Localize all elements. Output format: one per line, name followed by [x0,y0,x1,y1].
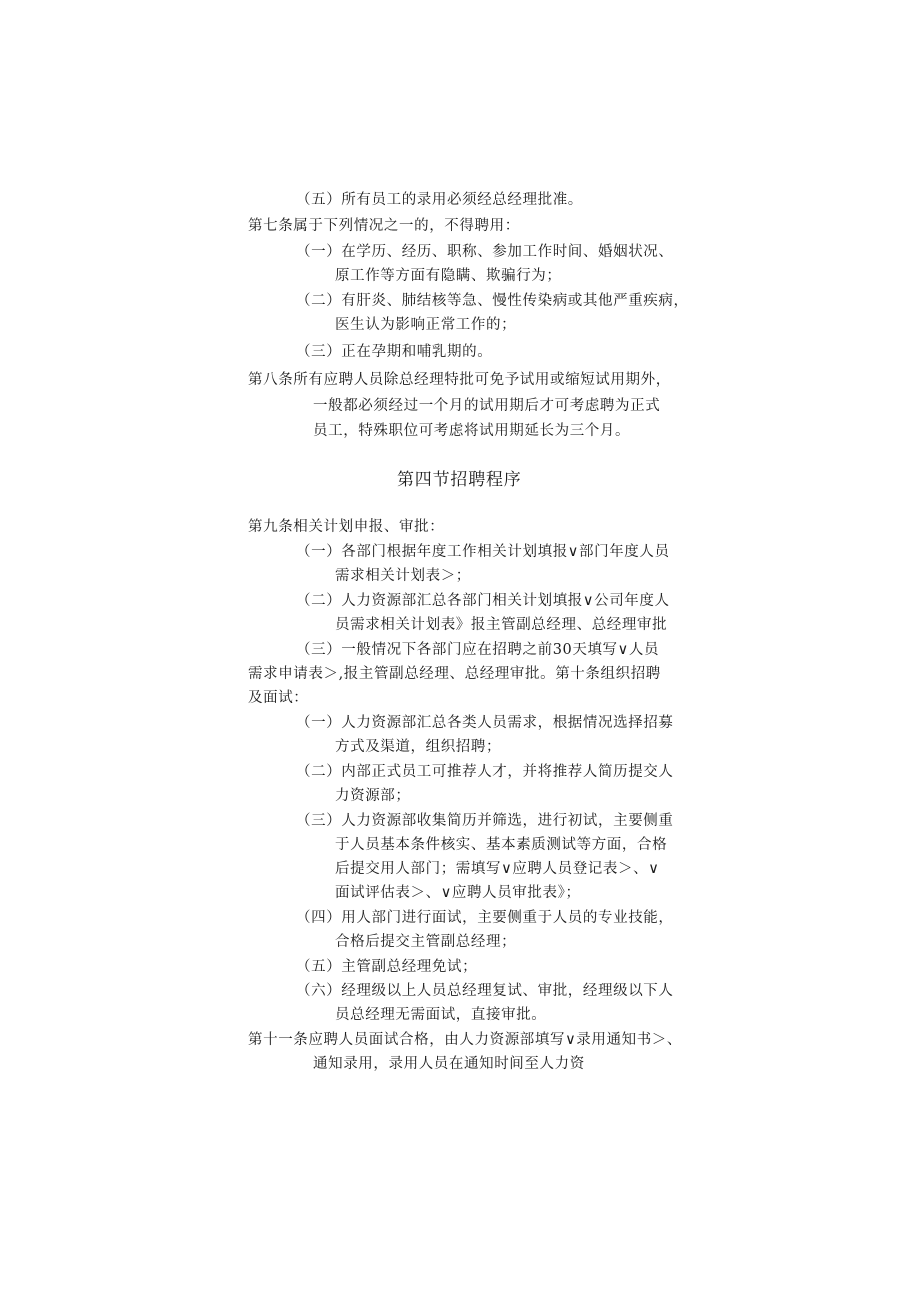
text-line: （五）主管副总经理免试； [296,959,478,975]
text-line: 力资源部； [335,788,411,804]
text-line: 员工，特殊职位可考虑将试用期延长为三个月。 [313,423,631,439]
text-line: （二）内部正式员工可推荐人才，并将推荐人简历提交人 [296,764,674,780]
text-line: （二）有肝炎、肺结核等急、慢性传染病或其他严重疾病， [296,293,689,309]
text-line: 一般都必须经过一个月的试用期后才可考虑聘为正式 [313,398,661,414]
text-line: 需求相关计划表＞； [335,568,471,584]
text-line: 于人员基本条件核实、基本素质测试等方面，合格 [335,837,668,853]
text-line: 合格后提交主管副总经理； [335,934,517,950]
text-line: 面试评估表＞、∨应聘人员审批表》； [335,885,581,901]
article-9-title: 第九条相关计划申报、审批： [248,519,445,535]
text-line: （三）人力资源部收集简历并筛选，进行初试，主要侧重 [296,813,674,829]
text-line: （二）人力资源部汇总各部门相关计划填报∨公司年度人 [296,593,670,609]
text-line: （一）在学历、经历、职称、参加工作时间、婚姻状况、 [296,244,674,260]
text-line: 医生认为影响正常工作的； [335,317,517,333]
text-line: 方式及渠道，组织招聘； [335,739,502,755]
text-line: 员需求相关计划表》报主管副总经理、总经理审批 [335,617,668,633]
text-line: 需求申请表＞,报主管副总经理、总经理审批。第十条组织招聘 [248,666,661,682]
text-line: （一）各部门根据年度工作相关计划填报∨部门年度人员 [296,544,670,560]
text-line: （五）所有员工的录用必须经总经理批准。 [296,192,583,208]
text-line: 及面试： [248,690,309,706]
text-line: 通知录用，录用人员在通知时间至人力资 [313,1056,585,1072]
text-line: （六）经理级以上人员总经理复试、审批，经理级以下人 [296,983,674,999]
text-line: 原工作等方面有隐瞒、欺骗行为； [335,268,562,284]
article-11-title: 第十一条应聘人员面试合格，由人力资源部填写∨录用通知书＞、 [248,1032,683,1048]
text-line: （三）正在孕期和哺乳期的。 [296,344,493,360]
text-line: 后提交用人部门；需填写∨应聘人员登记表＞、∨ [335,861,660,877]
text-line: （四）用人部门进行面试，主要侧重于人员的专业技能， [296,910,674,926]
text-line: 员总经理无需面试，直接审批。 [335,1007,547,1023]
article-8-title: 第八条所有应聘人员除总经理特批可免予试用或缩短试用期外， [248,372,671,388]
text-line: （三）一般情况下各部门应在招聘之前30天填写∨人员 [296,642,660,658]
section-heading: 第四节招聘程序 [397,470,522,490]
text-line: （一）人力资源部汇总各类人员需求，根据情况选择招募 [296,715,674,731]
article-7-title: 第七条属于下列情况之一的，不得聘用： [248,218,520,234]
